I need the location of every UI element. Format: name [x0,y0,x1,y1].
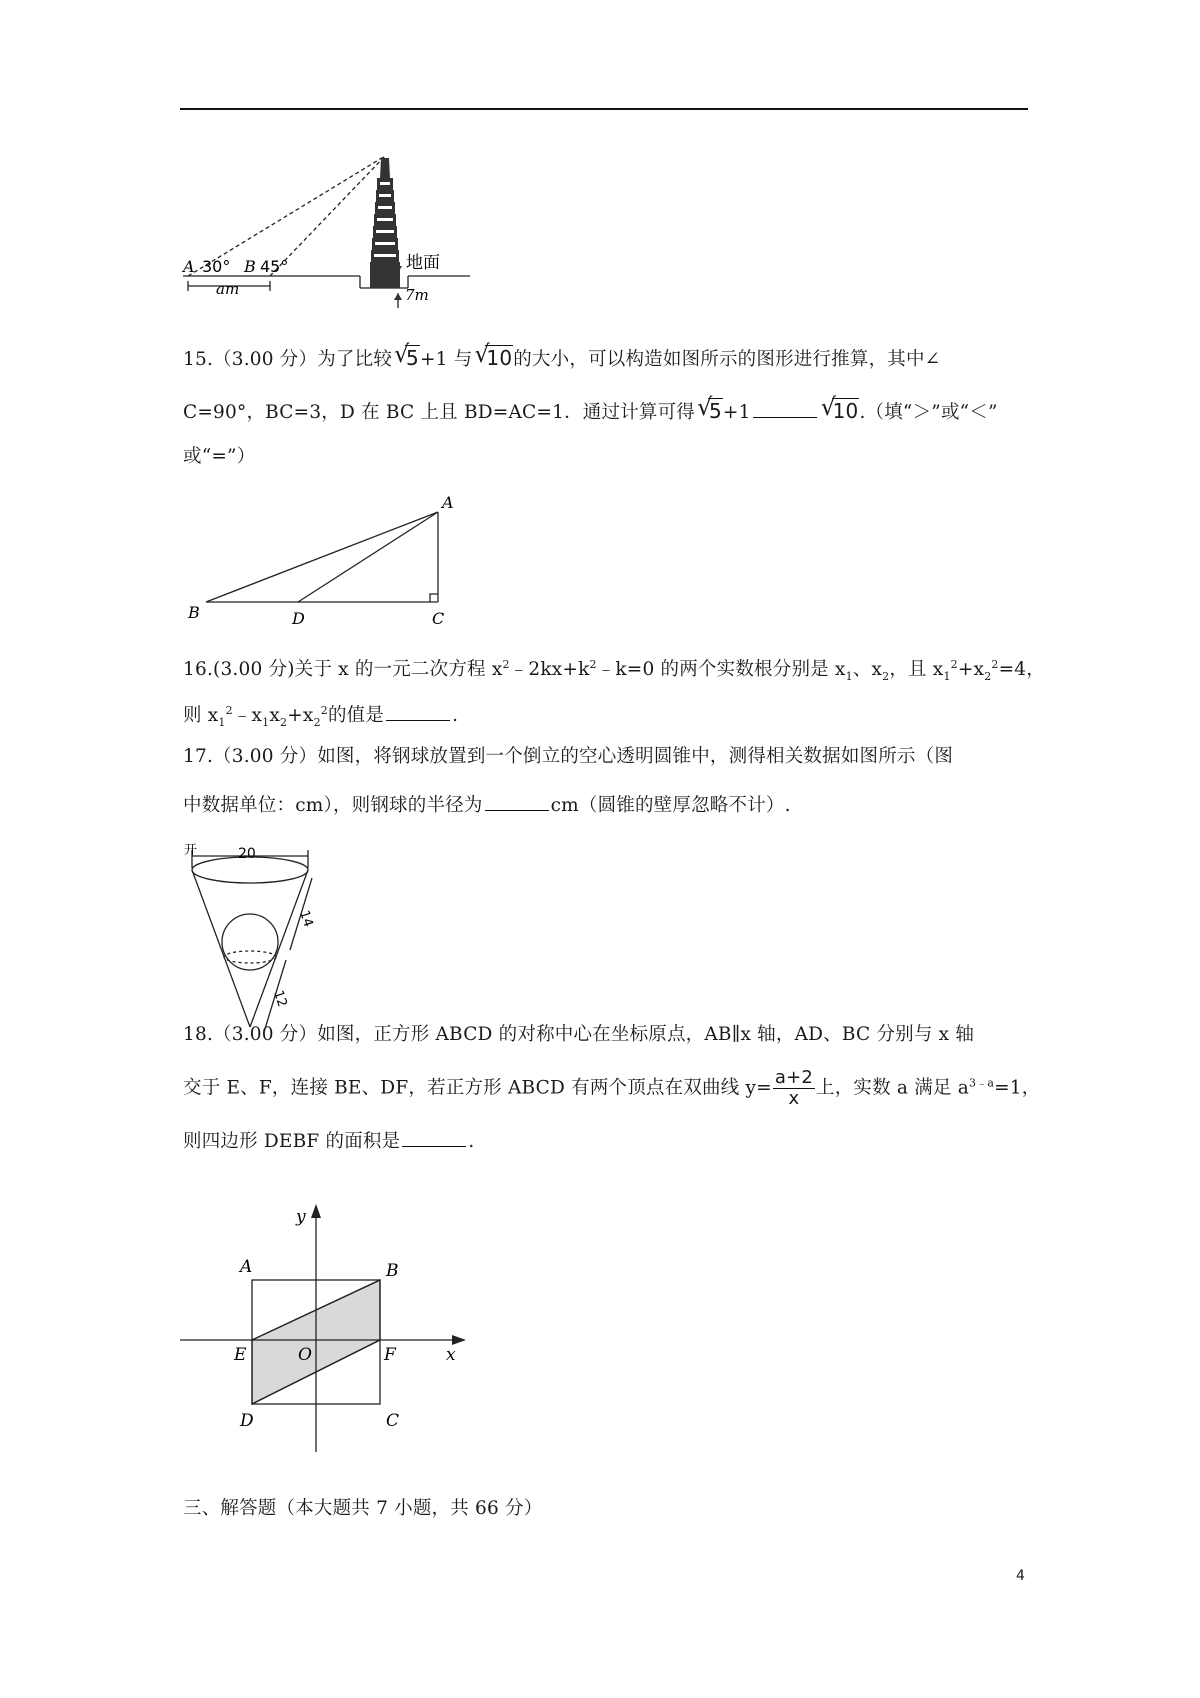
q17-text: 如图，将钢球放置到一个倒立的空心透明圆锥中，测得相关数据如图所示（图 [317,746,954,767]
q15-triangle-figure [180,490,460,630]
q15-fig-b: B [188,603,200,622]
q18-end: . [468,1131,475,1152]
q16-l2d: +x [287,705,314,727]
q18-line1 [183,1022,974,1048]
q18-fraction: $\frac{a+2}{x}$ [774,1067,814,1109]
q18-fig-a: A [240,1257,253,1277]
q17-text3: cm（圆锥的壁厚忽略不计）. [550,795,791,816]
q16-score: (3.00 分) [213,659,295,681]
q16-sub-g: 2 [280,715,288,729]
sqrt-5b: √ 5 [696,393,722,423]
q18-text5: 则四边形 DEBF 的面积是 [183,1131,401,1152]
q15-fig-a: A [442,493,454,512]
sqrt-10: √ 10 [474,340,513,370]
q15-line1 [183,340,941,373]
q18-text2: 交于 E、F，连接 BE、DF，若正方形 ABCD 有两个顶点在双曲线 y= [183,1077,772,1099]
cone-side-14: 14 [296,908,316,929]
q18-fig-y: y [296,1207,306,1227]
q17-line1 [183,744,953,770]
fig14-angle-45: 45° [260,257,289,276]
q16-sup-e: 2 [225,704,233,717]
q16-sup-d: 2 [991,658,999,671]
q18-fig-b: B [386,1261,399,1281]
q16-sub-b: 2 [882,669,890,683]
q18-text4: =1， [994,1077,1041,1099]
q18-num: 18. [183,1024,214,1045]
q18-fig-o: O [298,1345,312,1365]
fig14-angle-30: 30° [202,257,231,276]
q18-text3: 上，实数 a 满足 a [816,1077,969,1099]
q15-fig-d: D [292,609,305,628]
cone-top-20: 20 [238,846,256,862]
q16-line2 [183,698,458,736]
q15-line2 [183,393,998,426]
q16-answer-blank[interactable] [386,702,450,721]
q15-answer-blank[interactable] [753,399,817,418]
q16-t2: ﹣2kx+k [509,659,590,681]
fig14-label-a: A [183,257,195,276]
cone-figure [180,842,340,1037]
q16-sub-d: 2 [984,669,992,683]
q15-text3: C=90°，BC=3，D 在 BC 上且 BD=AC=1．通过计算可得 [183,402,695,423]
q18-text: 如图，正方形 ABCD 的对称中心在坐标原点，AB∥x 轴，AD、BC 分别与 x 轴 [317,1024,975,1045]
q16-sub-h: 2 [313,715,321,729]
q16-sup: 2 [502,658,510,671]
q16-num: 16. [183,659,214,681]
q15-plus1b: +1 [722,402,751,423]
q18-exp: 3﹣a [968,1076,995,1090]
q16-sup-c: 2 [950,658,958,671]
q17-line2 [183,792,791,819]
q16-sub-c: 1 [943,669,951,683]
fig14-ground: 地面 [406,253,440,273]
q18-fig-c: C [386,1411,400,1431]
q15-text: 为了比较 [317,349,393,370]
q15-text4: .（填“＞”或“＜” [859,402,998,423]
fig14-dist: am [216,280,240,298]
q18-answer-blank[interactable] [402,1128,466,1147]
q16-t1: 关于 x 的一元二次方程 x [294,659,503,681]
fig14-label-b: B [244,257,256,276]
q17-text2: 中数据单位：cm），则钢球的半径为 [183,795,483,816]
q15-num: 15. [183,349,214,370]
q15-plus1: +1 与 [419,349,473,370]
q15-text2: 的大小，可以构造如图所示的图形进行推算，其中∠ [513,349,941,370]
page-number: 4 [1016,1568,1025,1584]
q16-t5: ，且 x [889,659,944,681]
q18-line3 [183,1128,474,1155]
square-coordinate-figure [180,1204,470,1464]
q17-score: （3.00 分） [213,746,318,767]
q16-sub-f: 1 [262,715,270,729]
fig14-height: 7m [405,286,429,304]
q17-num: 17. [183,746,214,767]
tower-figure [180,148,480,323]
header-rule [180,108,1028,110]
q16-t7: =4， [998,659,1045,681]
q15-line3: 或“=”） [183,446,256,467]
cone-open-mark: 开 [184,843,198,858]
q16-l2c: x [269,705,281,727]
q18-fig-f: F [384,1345,396,1365]
q16-t6: +x [957,659,985,681]
q16-l2e: 的值是 [327,705,385,727]
sqrt-5: √ 5 [394,340,419,370]
q16-sup-b: 2 [589,658,597,671]
q16-t4: 、x [852,659,883,681]
q15-score: （3.00 分） [213,349,318,370]
q16-sub-a: 1 [845,669,853,683]
q16-l2a: 则 x [183,705,219,727]
sqrt-10b: √ 10 [820,393,859,423]
cone-side-12: 12 [270,988,290,1009]
q18-fig-x: x [446,1345,456,1365]
q17-answer-blank[interactable] [485,792,549,811]
q16-sup-f: 2 [320,704,328,717]
q16-l2b: ﹣x [232,705,263,727]
q15-fig-c: C [432,609,445,628]
q16-t3: ﹣k=0 的两个实数根分别是 x [596,659,846,681]
q18-fig-e: E [234,1345,247,1365]
q18-fig-d: D [240,1411,254,1431]
q18-line2 [183,1068,1040,1109]
q16-sub-e: 1 [218,715,226,729]
section-3-heading: 三、解答题（本大题共 7 小题，共 66 分） [183,1498,543,1519]
q16-line1 [183,652,1045,690]
q18-score: （3.00 分） [213,1024,318,1045]
q16-l2-end: . [452,705,459,727]
